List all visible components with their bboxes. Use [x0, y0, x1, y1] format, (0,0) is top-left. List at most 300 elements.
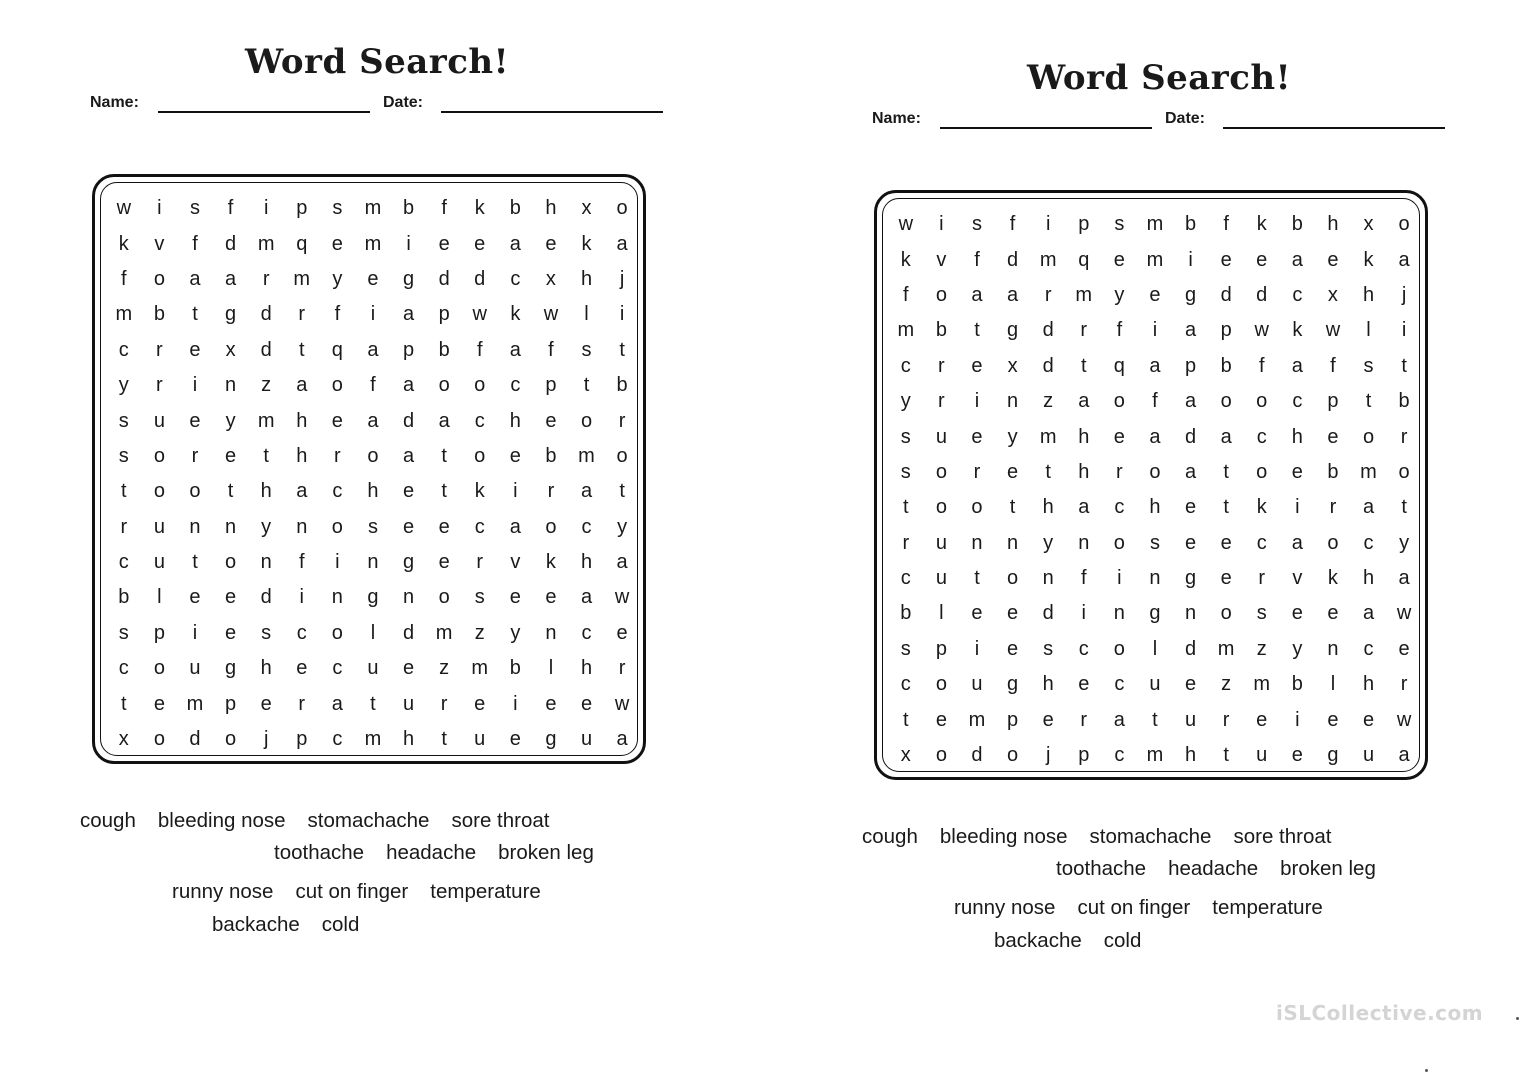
grid-cell: t: [1401, 496, 1407, 519]
grid-cell: x: [1363, 213, 1374, 236]
grid-cell: m: [471, 657, 489, 680]
grid-cell: e: [438, 515, 450, 538]
grid-cell: v: [1292, 567, 1303, 590]
grid-cell: r: [618, 657, 626, 680]
grid-cell: e: [402, 515, 415, 538]
grid-cell: a: [1078, 390, 1090, 413]
grid-cell: d: [1042, 354, 1054, 377]
grid-cell: x: [581, 197, 592, 220]
word-list-line: [212, 913, 381, 937]
grid-cell: e: [1184, 673, 1197, 696]
grid-cell: a: [1291, 354, 1303, 377]
grid-cell: e: [1113, 248, 1125, 271]
grid-cell: r: [618, 409, 626, 432]
grid-cell: d: [402, 409, 415, 432]
grid-cell: e: [296, 657, 308, 680]
grid-cell: e: [1220, 567, 1232, 590]
grid-cell: m: [435, 621, 453, 644]
grid-cell: t: [298, 338, 305, 361]
grid-cell: f: [1330, 354, 1336, 377]
grid-cell: d: [1184, 425, 1197, 448]
grid-cell: m: [1146, 248, 1164, 271]
grid-cell: u: [971, 673, 983, 696]
grid-cell: a: [1362, 602, 1375, 625]
grid-cell: i: [1295, 496, 1300, 519]
grid-cell: o: [616, 197, 628, 220]
grid-cell: b: [1291, 673, 1303, 696]
grid-cell: d: [1220, 283, 1232, 306]
grid-cell: r: [1116, 460, 1123, 483]
grid-cell: p: [1007, 708, 1019, 731]
grid-cell: o: [1149, 460, 1161, 483]
grid-cell: a: [402, 303, 415, 326]
grid-cell: o: [545, 515, 557, 538]
grid-cell: v: [936, 248, 947, 271]
grid-cell: t: [974, 567, 980, 590]
grid-cell: x: [118, 728, 129, 751]
grid-cell: i: [513, 692, 518, 715]
grid-cell: h: [580, 551, 593, 574]
grid-cell: b: [509, 197, 521, 220]
grid-cell: o: [1113, 531, 1125, 554]
grid-cell: h: [1362, 283, 1375, 306]
grid-cell: e: [402, 657, 415, 680]
grid-cell: c: [900, 567, 911, 590]
grid-cell: u: [189, 657, 201, 680]
grid-cell: e: [474, 232, 486, 255]
grid-cell: g: [1184, 567, 1197, 590]
grid-cell: e: [225, 621, 237, 644]
grid-cell: h: [1042, 673, 1054, 696]
grid-cell: a: [296, 374, 308, 397]
grid-cell: c: [900, 673, 911, 696]
grid-cell: p: [225, 692, 237, 715]
word-item: cough: [80, 809, 136, 832]
word-item: backache: [212, 913, 300, 936]
grid-cell: e: [331, 409, 343, 432]
grid-cell: i: [335, 551, 340, 574]
grid-cell: a: [225, 267, 237, 290]
grid-cell: s: [971, 213, 982, 236]
grid-cell: n: [1113, 602, 1125, 625]
grid-cell: m: [1217, 637, 1235, 660]
grid-cell: p: [1327, 390, 1339, 413]
grid-cell: b: [402, 197, 415, 220]
grid-cell: o: [153, 657, 165, 680]
word-item: cut on finger: [295, 880, 409, 903]
grid-cell: m: [1039, 248, 1057, 271]
grid-cell: b: [509, 657, 521, 680]
grid-cell: f: [441, 197, 447, 220]
grid-cell: x: [1327, 283, 1338, 306]
grid-cell: c: [118, 551, 129, 574]
grid-cell: p: [296, 728, 308, 751]
grid-cell: y: [617, 515, 628, 538]
word-item: runny nose: [172, 880, 274, 903]
grid-cell: s: [261, 621, 272, 644]
grid-cell: h: [296, 409, 308, 432]
grid-cell: u: [580, 728, 593, 751]
grid-cell: e: [1220, 248, 1232, 271]
grid-cell: u: [1256, 744, 1268, 767]
word-item: sore throat: [451, 809, 550, 832]
grid-cell: y: [1399, 531, 1410, 554]
grid-cell: p: [1220, 319, 1232, 342]
word-list-line: [172, 880, 563, 904]
grid-cell: e: [260, 692, 272, 715]
grid-cell: p: [1184, 354, 1197, 377]
grid-cell: o: [153, 444, 165, 467]
grid-cell: y: [261, 515, 272, 538]
grid-cell: n: [1042, 567, 1054, 590]
grid-cell: b: [1327, 460, 1339, 483]
word-list-line: [994, 929, 1163, 953]
grid-cell: e: [1256, 708, 1268, 731]
grid-cell: l: [939, 602, 944, 625]
grid-cell: a: [367, 338, 379, 361]
grid-cell: p: [438, 303, 450, 326]
grid-cell: e: [1078, 673, 1090, 696]
grid-cell: c: [1292, 390, 1303, 413]
grid-cell: s: [1043, 637, 1054, 660]
grid-cell: g: [1149, 602, 1161, 625]
grid-cell: a: [1291, 531, 1303, 554]
grid-cell: e: [189, 409, 201, 432]
grid-cell: f: [227, 197, 234, 220]
grid-cell: m: [1039, 425, 1057, 448]
grid-cell: a: [616, 551, 628, 574]
grid-cell: m: [186, 692, 204, 715]
grid-cell: a: [189, 267, 201, 290]
grid-cell: a: [1078, 496, 1090, 519]
grid-cell: e: [545, 692, 557, 715]
grid-cell: e: [509, 444, 521, 467]
grid-cell: r: [1400, 425, 1408, 448]
grid-cell: r: [1329, 496, 1337, 519]
grid-cell: x: [1007, 354, 1018, 377]
grid-cell: b: [900, 602, 912, 625]
grid-cell: c: [118, 338, 129, 361]
grid-cell: e: [225, 444, 237, 467]
grid-cell: b: [153, 303, 165, 326]
grid-cell: a: [1149, 425, 1161, 448]
grid-cell: h: [1184, 744, 1197, 767]
grid-cell: o: [225, 551, 237, 574]
grid-cell: a: [1184, 319, 1197, 342]
grid-cell: e: [1291, 602, 1303, 625]
grid-cell: i: [192, 374, 198, 397]
grid-cell: t: [619, 480, 625, 503]
grid-cell: t: [903, 496, 909, 519]
grid-cell: e: [1291, 460, 1303, 483]
name-label: Name:: [90, 94, 139, 111]
grid-cell: h: [545, 197, 557, 220]
word-item: cold: [1103, 929, 1142, 952]
date-line: [441, 111, 663, 113]
grid-cell: l: [1366, 319, 1371, 342]
grid-cell: c: [1114, 496, 1125, 519]
grid-cell: t: [1365, 390, 1372, 413]
grid-cell: a: [296, 480, 308, 503]
grid-cell: n: [1327, 637, 1339, 660]
grid-cell: f: [370, 374, 376, 397]
grid-cell: p: [1078, 744, 1090, 767]
grid-cell: r: [1222, 708, 1230, 731]
grid-cell: i: [1081, 602, 1086, 625]
grid-cell: c: [332, 728, 343, 751]
grid-cell: i: [1045, 213, 1051, 236]
grid-cell: c: [581, 621, 592, 644]
grid-cell: i: [1401, 319, 1407, 342]
grid-cell: a: [438, 409, 450, 432]
grid-cell: g: [1007, 673, 1019, 696]
grid-cell: h: [580, 267, 593, 290]
grid-cell: g: [1184, 283, 1197, 306]
grid-cell: a: [971, 283, 983, 306]
grid-cell: c: [474, 515, 485, 538]
grid-cell: c: [510, 374, 521, 397]
grid-cell: c: [1363, 637, 1374, 660]
grid-cell: n: [225, 515, 237, 538]
grid-cell: s: [474, 586, 485, 609]
grid-cell: m: [1253, 673, 1271, 696]
date-label: Date:: [383, 94, 424, 111]
grid-cell: t: [1045, 460, 1051, 483]
grid-cell: w: [614, 586, 630, 609]
word-item: broken leg: [1280, 857, 1376, 880]
grid-cell: h: [260, 480, 272, 503]
grid-cell: j: [263, 728, 269, 751]
grid-cell: o: [153, 480, 165, 503]
grid-cell: o: [1007, 567, 1019, 590]
grid-cell: o: [1256, 460, 1268, 483]
grid-cell: e: [1398, 637, 1410, 660]
word-item: temperature: [1212, 896, 1323, 919]
grid-cell: r: [156, 338, 163, 361]
grid-cell: c: [1292, 283, 1303, 306]
grid-cell: r: [1258, 567, 1266, 590]
grid-cell: m: [257, 409, 275, 432]
grid-cell: h: [1362, 673, 1375, 696]
grid-cell: m: [1360, 460, 1377, 483]
grid-cell: m: [1146, 213, 1164, 236]
word-list-line: [274, 841, 616, 865]
word-item: toothache: [274, 841, 365, 864]
grid-cell: c: [296, 621, 307, 644]
grid-cell: o: [153, 267, 165, 290]
grid-cell: n: [545, 621, 557, 644]
grid-cell: l: [370, 621, 376, 644]
grid-cell: m: [364, 728, 382, 751]
grid-cell: o: [580, 409, 593, 432]
grid-cell: o: [153, 728, 165, 751]
grid-cell: n: [1007, 531, 1019, 554]
grid-cell: i: [974, 637, 980, 660]
letter-grid: [106, 191, 640, 757]
word-item: cold: [321, 913, 360, 936]
grid-cell: a: [1184, 390, 1197, 413]
grid-cell: l: [548, 657, 554, 680]
grid-cell: k: [545, 551, 556, 574]
grid-cell: z: [1221, 673, 1232, 696]
grid-cell: s: [118, 409, 129, 432]
grid-cell: a: [1398, 567, 1410, 590]
grid-cell: w: [116, 197, 132, 220]
grid-cell: d: [1256, 283, 1268, 306]
grid-cell: s: [900, 425, 911, 448]
grid-cell: e: [1327, 248, 1339, 271]
grid-cell: q: [296, 232, 308, 255]
grid-cell: n: [260, 551, 272, 574]
grid-cell: m: [115, 303, 133, 326]
grid-cell: c: [118, 657, 129, 680]
word-item: broken leg: [498, 841, 594, 864]
grid-cell: u: [153, 551, 165, 574]
grid-cell: a: [402, 374, 415, 397]
grid-cell: c: [1256, 531, 1267, 554]
grid-cell: e: [1291, 744, 1303, 767]
grid-cell: b: [1220, 354, 1232, 377]
grid-cell: r: [902, 531, 910, 554]
grid-cell: b: [1398, 390, 1410, 413]
grid-cell: c: [1256, 425, 1267, 448]
grid-cell: r: [973, 460, 981, 483]
grid-cell: n: [1149, 567, 1161, 590]
grid-cell: n: [1184, 602, 1197, 625]
grid-cell: c: [332, 480, 343, 503]
grid-cell: o: [935, 283, 947, 306]
grid-cell: e: [1184, 531, 1197, 554]
grid-cell: l: [584, 303, 589, 326]
grid-cell: o: [1256, 390, 1268, 413]
grid-cell: s: [118, 621, 129, 644]
grid-cell: j: [619, 267, 625, 290]
grid-cell: d: [225, 232, 237, 255]
grid-cell: f: [1009, 213, 1016, 236]
grid-cell: h: [1291, 425, 1303, 448]
grid-cell: e: [367, 267, 379, 290]
grid-cell: c: [1078, 637, 1089, 660]
name-line: [940, 127, 1152, 129]
grid-cell: r: [156, 374, 163, 397]
grid-cell: c: [332, 657, 343, 680]
grid-cell: h: [1042, 496, 1054, 519]
grid-cell: i: [406, 232, 411, 255]
grid-cell: f: [1223, 213, 1229, 236]
grid-cell: w: [1325, 319, 1341, 342]
grid-cell: u: [402, 692, 415, 715]
word-item: headache: [1168, 857, 1259, 880]
grid-cell: a: [1007, 283, 1019, 306]
grid-cell: o: [189, 480, 201, 503]
grid-cell: i: [619, 303, 625, 326]
grid-cell: o: [1327, 531, 1339, 554]
grid-cell: g: [545, 728, 557, 751]
grid-cell: e: [331, 232, 343, 255]
grid-cell: r: [191, 444, 199, 467]
grid-cell: f: [1080, 567, 1087, 590]
word-item: stomachache: [307, 809, 430, 832]
grid-cell: p: [1078, 213, 1090, 236]
watermark: iSLCollective.com: [1276, 1001, 1484, 1025]
grid-cell: s: [1149, 531, 1160, 554]
grid-cell: o: [331, 515, 343, 538]
grid-cell: b: [935, 319, 947, 342]
grid-cell: t: [619, 338, 625, 361]
grid-cell: t: [263, 444, 269, 467]
grid-cell: t: [121, 480, 127, 503]
grid-cell: e: [580, 692, 593, 715]
worksheet-right: [862, 16, 1469, 996]
grid-cell: t: [227, 480, 234, 503]
grid-cell: l: [1330, 673, 1336, 696]
grid-cell: o: [616, 444, 628, 467]
grid-cell: e: [545, 586, 557, 609]
word-item: cut on finger: [1077, 896, 1191, 919]
grid-frame: [874, 190, 1428, 780]
grid-cell: q: [1113, 354, 1125, 377]
grid-cell: o: [331, 621, 343, 644]
grid-cell: n: [331, 586, 343, 609]
grid-cell: t: [903, 708, 909, 731]
grid-cell: o: [935, 673, 947, 696]
grid-cell: d: [189, 728, 201, 751]
grid-cell: k: [1327, 567, 1338, 590]
grid-cell: m: [578, 444, 595, 467]
grid-cell: a: [616, 232, 628, 255]
grid-cell: q: [331, 338, 343, 361]
grid-cell: n: [1007, 390, 1019, 413]
word-list-line: [1056, 857, 1398, 881]
grid-cell: a: [331, 692, 343, 715]
grid-cell: o: [1113, 637, 1125, 660]
grid-cell: i: [263, 197, 269, 220]
grid-cell: x: [225, 338, 236, 361]
grid-cell: o: [1362, 425, 1375, 448]
grid-cell: c: [510, 267, 521, 290]
grid-cell: f: [548, 338, 554, 361]
grid-cell: r: [1080, 319, 1088, 342]
grid-cell: s: [367, 515, 378, 538]
grid-cell: z: [474, 621, 485, 644]
grid-cell: q: [1078, 248, 1090, 271]
grid-cell: m: [364, 197, 382, 220]
grid-cell: e: [1184, 496, 1197, 519]
grid-cell: d: [402, 621, 415, 644]
grid-cell: a: [509, 232, 521, 255]
grid-cell: m: [968, 708, 986, 731]
grid-cell: o: [474, 374, 486, 397]
grid-cell: p: [296, 197, 308, 220]
grid-cell: g: [402, 267, 415, 290]
grid-cell: e: [971, 354, 983, 377]
word-list-line: [862, 825, 1353, 849]
grid-cell: c: [1114, 673, 1125, 696]
grid-cell: m: [1146, 744, 1164, 767]
grid-cell: d: [260, 303, 272, 326]
grid-cell: e: [545, 409, 557, 432]
grid-cell: t: [974, 319, 980, 342]
grid-cell: y: [225, 409, 236, 432]
grid-cell: z: [439, 657, 450, 680]
grid-cell: i: [1188, 248, 1193, 271]
grid-cell: a: [509, 338, 521, 361]
grid-cell: g: [225, 303, 237, 326]
grid-cell: n: [402, 586, 415, 609]
grid-cell: k: [118, 232, 129, 255]
word-item: backache: [994, 929, 1082, 952]
grid-cell: v: [154, 232, 165, 255]
